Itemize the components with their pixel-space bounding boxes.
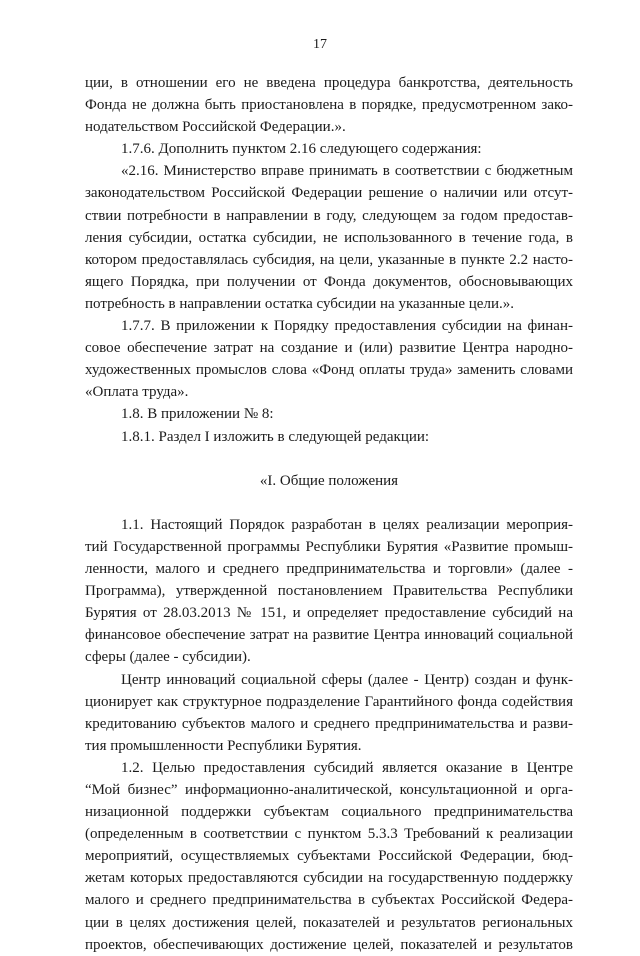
text-line: малого и среднего предпринимательства в субъектах Российской Федера-: [85, 892, 573, 909]
text-line: тий Государственной программы Республики Бурятия «Развитие промыш-: [85, 538, 573, 555]
blank-line: [85, 448, 573, 470]
text-line: Фонда не должна быть приостановлена в порядке, предусмотренном зако-: [85, 97, 573, 114]
text-line: законодательством Российской Федерации решение о наличии или отсут-: [85, 185, 573, 202]
text-line: мероприятий, осуществляемых субъектами Российской Федерации, бюд-: [85, 848, 573, 865]
text-line: потребность в направлении остатка субсидии на указанные цели.».: [85, 295, 514, 312]
text-line: (определенным в соответствии с пунктом 5.3.3 Требований к реализации: [85, 826, 573, 843]
text-line: «2.16. Министерство вправе принимать в соответствии с бюджетным: [121, 163, 573, 180]
text-line: ящего Порядка, при получении от Фонда документов, обосновывающих: [85, 273, 573, 290]
text-line: ции, в отношении его не введена процедура банкротства, деятельность: [85, 75, 573, 91]
text-line: 1.1. Настоящий Порядок разработан в целях реализации мероприя-: [121, 516, 573, 533]
text-line: кредитованию субъектов малого и среднего предпринимательства и разви-: [85, 715, 573, 732]
text-line: котором предоставлялась субсидия, на цели, указанные в пункте 2.2 насто-: [85, 251, 573, 268]
text-line: 1.7.6. Дополнить пунктом 2.16 следующего содержания:: [121, 141, 482, 158]
text-line: жетам которых предоставляются субсидии на государственную поддержку: [85, 870, 573, 887]
text-line: ции в целях достижения целей, показателей и результатов региональных: [85, 914, 573, 931]
text-line: Центр инноваций социальной сферы (далее - Центр) создан и функ-: [121, 671, 573, 688]
text-line: Бурятия от 28.03.2013 № 151, и определяет предоставление субсидий на: [85, 605, 573, 622]
text-line: ленности, малого и среднего предпринимательства и торговли» (далее -: [85, 561, 573, 578]
text-line: низационной поддержки субъектам социального предпринимательства: [85, 804, 573, 821]
text-line: ления субсидии, остатка субсидии, не использованного в течение года, в: [85, 229, 573, 246]
text-line: художественных промыслов слова «Фонд оплаты труда» заменить словами: [85, 362, 573, 379]
text-line: 1.2. Целью предоставления субсидий является оказание в Центре: [121, 759, 573, 776]
blank-line: [85, 492, 573, 514]
text-line: финансовое обеспечение затрат на развитие Центра инноваций социальной: [85, 627, 573, 644]
text-line: 1.8. В приложении № 8:: [121, 406, 274, 423]
text-line: сферы (далее - субсидии).: [85, 649, 251, 666]
text-line: Программа), утвержденной постановлением Правительства Республики: [85, 583, 573, 600]
text-line: 1.7.7. В приложении к Порядку предоставления субсидии на финан-: [121, 318, 573, 335]
section-heading: «I. Общие положения: [259, 472, 399, 489]
text-line: 1.8.1. Раздел I изложить в следующей редакции:: [121, 428, 430, 445]
text-line: проектов, обеспечивающих достижение целей, показателей и результатов: [85, 936, 573, 953]
document-body: [85, 72, 573, 956]
text-line: ционирует как структурное подразделение Гарантийного фонда содействия: [85, 693, 573, 710]
text-line: нодательством Российской Федерации.».: [85, 119, 346, 136]
text-line: “Мой бизнес” информационно-аналитической, консультационной и орга-: [85, 782, 573, 798]
page-number: 17: [313, 37, 327, 52]
text-line: «Оплата труда».: [85, 384, 189, 401]
text-line: тия промышленности Республики Бурятия.: [85, 737, 362, 754]
text-line: совое обеспечение затрат на создание и (или) развитие Центра народно-: [85, 340, 573, 357]
text-line: ствии потребности в направлении в году, следующем за годом предостав-: [85, 207, 573, 224]
